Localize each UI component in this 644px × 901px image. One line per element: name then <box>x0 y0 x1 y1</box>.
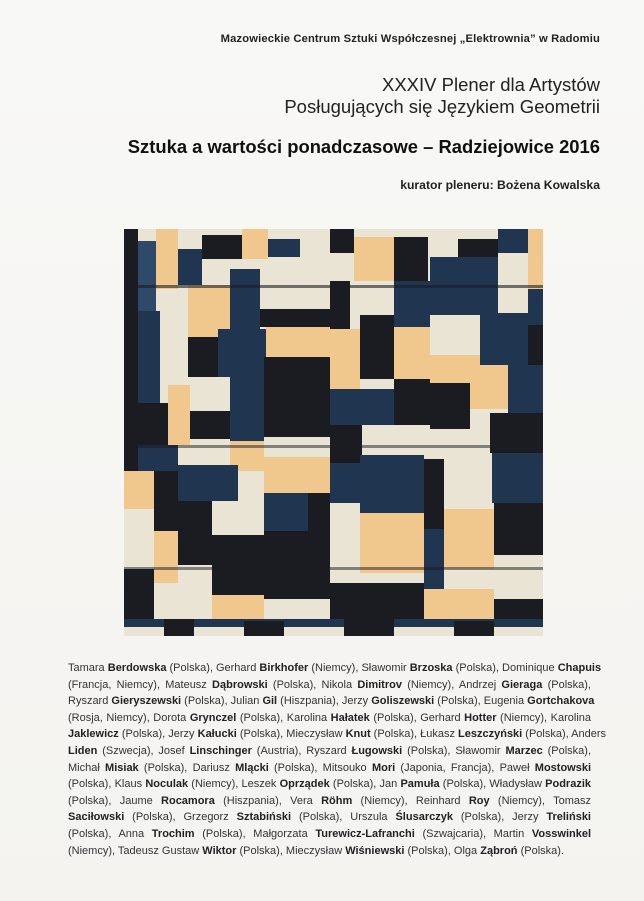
artist-text: (Polska), Mitsouko <box>268 761 372 774</box>
artist-surname: Grynczel <box>189 711 237 724</box>
artist-text: (Polska), Jerzy <box>452 811 547 824</box>
artist-surname: Sztabiński <box>236 811 292 824</box>
artist-surname: Pamuła <box>400 778 440 791</box>
artist-surname: Mori <box>371 761 396 774</box>
artist-surname: Leszczyński <box>458 728 523 741</box>
artist-text: (Polska), Urszula <box>291 811 396 824</box>
artist-surname: Wiktor <box>202 844 237 857</box>
artist-text: Michał <box>68 761 106 774</box>
artist-list-line <box>68 760 591 777</box>
artist-surname: Gil <box>262 695 278 708</box>
artist-surname: Hałatek <box>330 711 370 724</box>
artist-text: (Polska), Jaume <box>68 794 162 807</box>
title-line-1: XXXIV Plener dla Artystów <box>382 74 600 95</box>
artist-text: Ryszard <box>68 695 112 708</box>
artist-surname: Ząbroń <box>480 844 518 857</box>
artist-surname: Hotter <box>464 711 497 724</box>
artist-surname: Trochim <box>151 827 195 840</box>
artist-text: (Polska), Gerhard <box>166 662 260 674</box>
artist-surname: Brzoska <box>409 662 453 674</box>
artist-surname: Oprządek <box>279 778 330 791</box>
geometric-painting-icon <box>124 229 543 636</box>
artist-text: (Polska), <box>542 678 591 691</box>
artist-surname: Turewicz-Lafranchi <box>315 827 415 840</box>
artist-text: Tamara <box>68 662 108 674</box>
artist-surname: Rocamora <box>161 794 215 807</box>
artist-surname: Röhm <box>321 794 353 807</box>
artist-text: (Rosja, Niemcy), Dorota <box>68 711 190 724</box>
artist-surname: Treliński <box>546 811 591 824</box>
artist-surname: Gieraga <box>501 678 543 691</box>
artist-text: (Polska), Julian <box>181 695 263 708</box>
artist-text: (Hiszpania), Vera <box>214 794 322 807</box>
artist-text: (Niemcy), Leszek <box>188 778 280 791</box>
artist-surname: Berdowska <box>107 662 167 674</box>
artist-text: (Polska), Mieczysław <box>236 844 346 857</box>
artist-surname: Noculak <box>145 778 189 791</box>
artist-surname: Dimitrov <box>357 678 402 691</box>
artist-surname: Vosswinkel <box>531 827 592 840</box>
artist-list-line <box>68 793 591 810</box>
artist-text: (Niemcy), Karolina <box>496 711 591 724</box>
artist-surname: Podrazik <box>545 778 591 791</box>
artist-surname: Knut <box>345 728 371 741</box>
artist-text: (Polska), Anders <box>522 728 606 741</box>
artist-text: (Polska), Eugenia <box>434 695 528 708</box>
artist-text: (Hiszpania), Jerzy <box>277 695 372 708</box>
artist-text: (Polska), Jan <box>329 778 401 791</box>
artist-surname: Chapuis <box>557 662 602 674</box>
artist-surname: Kałucki <box>197 728 237 741</box>
artist-text: (Polska), Nikola <box>267 678 358 691</box>
artist-surname: Gieryszewski <box>111 695 182 708</box>
artist-text: (Polska), Klaus <box>68 778 146 791</box>
title-line-2: Posługujących się Językiem Geometrii <box>284 96 600 117</box>
artist-list-line <box>68 809 591 826</box>
artist-surname: Ługowski <box>351 744 403 757</box>
artist-surname: Gortchakova <box>527 695 595 708</box>
artist-text: (Polska), Dominique <box>452 662 558 674</box>
artist-text: (Francja, Niemcy), Mateusz <box>68 678 213 691</box>
artist-list-line <box>68 710 591 727</box>
artist-list-line <box>68 743 591 760</box>
artist-surname: Wiśniewski <box>345 844 405 857</box>
artist-surname: Dąbrowski <box>212 678 268 691</box>
artist-surname: Linschinger <box>189 744 252 757</box>
artist-surname: Birkhofer <box>259 662 309 674</box>
artist-surname: Mlącki <box>235 761 269 774</box>
artist-text: (Polska), <box>542 744 591 757</box>
artist-text: (Austria), Ryszard <box>251 744 352 757</box>
artist-surname: Misiak <box>105 761 139 774</box>
artist-text: (Japonia, Francja), Paweł <box>395 761 535 774</box>
artist-text: (Polska), Olga <box>404 844 481 857</box>
artist-text: (Polska), Dariusz <box>138 761 236 774</box>
artist-surname: Marzec <box>505 744 543 757</box>
artist-list-line <box>68 693 595 710</box>
artist-text: (Niemcy), Sławomir <box>308 662 410 674</box>
artist-text: (Niemcy), Tadeusz Gustaw <box>68 844 203 857</box>
artist-text: (Polska). <box>517 844 564 857</box>
artist-text: (Polska), Gerhard <box>369 711 465 724</box>
artist-text: (Niemcy), Tomasz <box>489 794 591 807</box>
artist-text: (Polska), Mieczysław <box>236 728 346 741</box>
artist-list-line <box>68 660 602 677</box>
artist-surname: Roy <box>468 794 490 807</box>
artist-surname: Mostowski <box>534 761 592 774</box>
institution-name: Mazowieckie Centrum Sztuki Współczesnej „Elektrownia” w Radomiu <box>220 33 600 45</box>
artist-surname: Jaklewicz <box>68 728 119 741</box>
artist-surname: Goliszewski <box>371 695 435 708</box>
artist-text: (Polska), Władysław <box>439 778 546 791</box>
artist-text: (Niemcy), Reinhard <box>352 794 469 807</box>
artist-text: (Polska), Grzegorz <box>124 811 237 824</box>
artist-text: (Polska), Małgorzata <box>194 827 316 840</box>
artist-list <box>68 660 606 859</box>
subtitle: Sztuka a wartości ponadczasowe – Radziejowice 2016 <box>127 136 600 157</box>
artist-text: (Polska), Karolina <box>236 711 331 724</box>
artist-list-line <box>68 677 591 694</box>
artist-list-line <box>68 726 606 743</box>
artist-text: (Szwecja), Josef <box>97 744 190 757</box>
artist-surname: Liden <box>68 744 98 757</box>
artist-text: (Polska), Łukasz <box>370 728 459 741</box>
artist-list-line <box>68 826 591 843</box>
artist-surname: Saciłowski <box>68 811 125 824</box>
artist-text: (Polska), Jerzy <box>118 728 198 741</box>
artist-text: (Polska), Sławomir <box>402 744 506 757</box>
artist-text: (Szwajcaria), Martin <box>414 827 532 840</box>
artist-text: (Polska), Anna <box>68 827 152 840</box>
artist-list-line <box>68 843 591 860</box>
artist-surname: Ślusarczyk <box>395 811 453 824</box>
artist-text: (Niemcy), Andrzej <box>401 678 502 691</box>
artist-list-line <box>68 776 591 793</box>
curator: kurator pleneru: Bożena Kowalska <box>400 178 600 192</box>
